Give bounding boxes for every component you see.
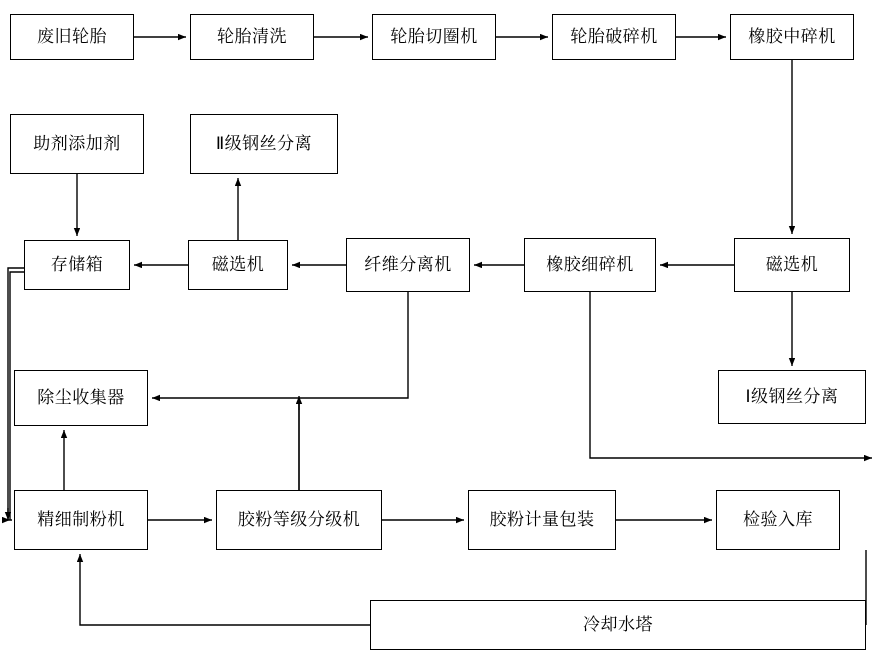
node-cooling-tower[interactable]: 冷却水塔 bbox=[370, 600, 866, 650]
node-additive-agent[interactable]: 助剂添加剂 bbox=[10, 114, 144, 174]
node-rubber-fine-crusher[interactable]: 橡胶细碎机 bbox=[524, 238, 656, 292]
node-rubber-medium-crusher[interactable]: 橡胶中碎机 bbox=[730, 14, 854, 60]
node-magnetic-separator-left[interactable]: 磁选机 bbox=[188, 240, 288, 290]
edge-n19-n15 bbox=[80, 554, 370, 625]
node-rubber-powder-packaging[interactable]: 胶粉计量包装 bbox=[468, 490, 616, 550]
node-inspection-warehousing[interactable]: 检验入库 bbox=[716, 490, 840, 550]
node-magnetic-separator-right[interactable]: 磁选机 bbox=[734, 238, 850, 292]
node-rubber-powder-grader[interactable]: 胶粉等级分级机 bbox=[216, 490, 382, 550]
node-tire-ring-cutter[interactable]: 轮胎切圈机 bbox=[372, 14, 496, 60]
node-level1-steel-wire-separation[interactable]: Ⅰ级钢丝分离 bbox=[718, 370, 866, 424]
edge-n10-n14 bbox=[152, 292, 408, 398]
node-fiber-separator[interactable]: 纤维分离机 bbox=[346, 238, 470, 292]
node-level2-steel-wire-separation[interactable]: Ⅱ级钢丝分离 bbox=[190, 114, 338, 174]
node-dust-collector[interactable]: 除尘收集器 bbox=[14, 370, 148, 426]
node-scrap-tire[interactable]: 废旧轮胎 bbox=[10, 14, 134, 60]
node-fine-powder-mill[interactable]: 精细制粉机 bbox=[14, 490, 148, 550]
node-tire-crusher[interactable]: 轮胎破碎机 bbox=[552, 14, 676, 60]
node-storage-bin[interactable]: 存储箱 bbox=[24, 240, 130, 290]
node-tire-washing[interactable]: 轮胎清洗 bbox=[190, 14, 314, 60]
